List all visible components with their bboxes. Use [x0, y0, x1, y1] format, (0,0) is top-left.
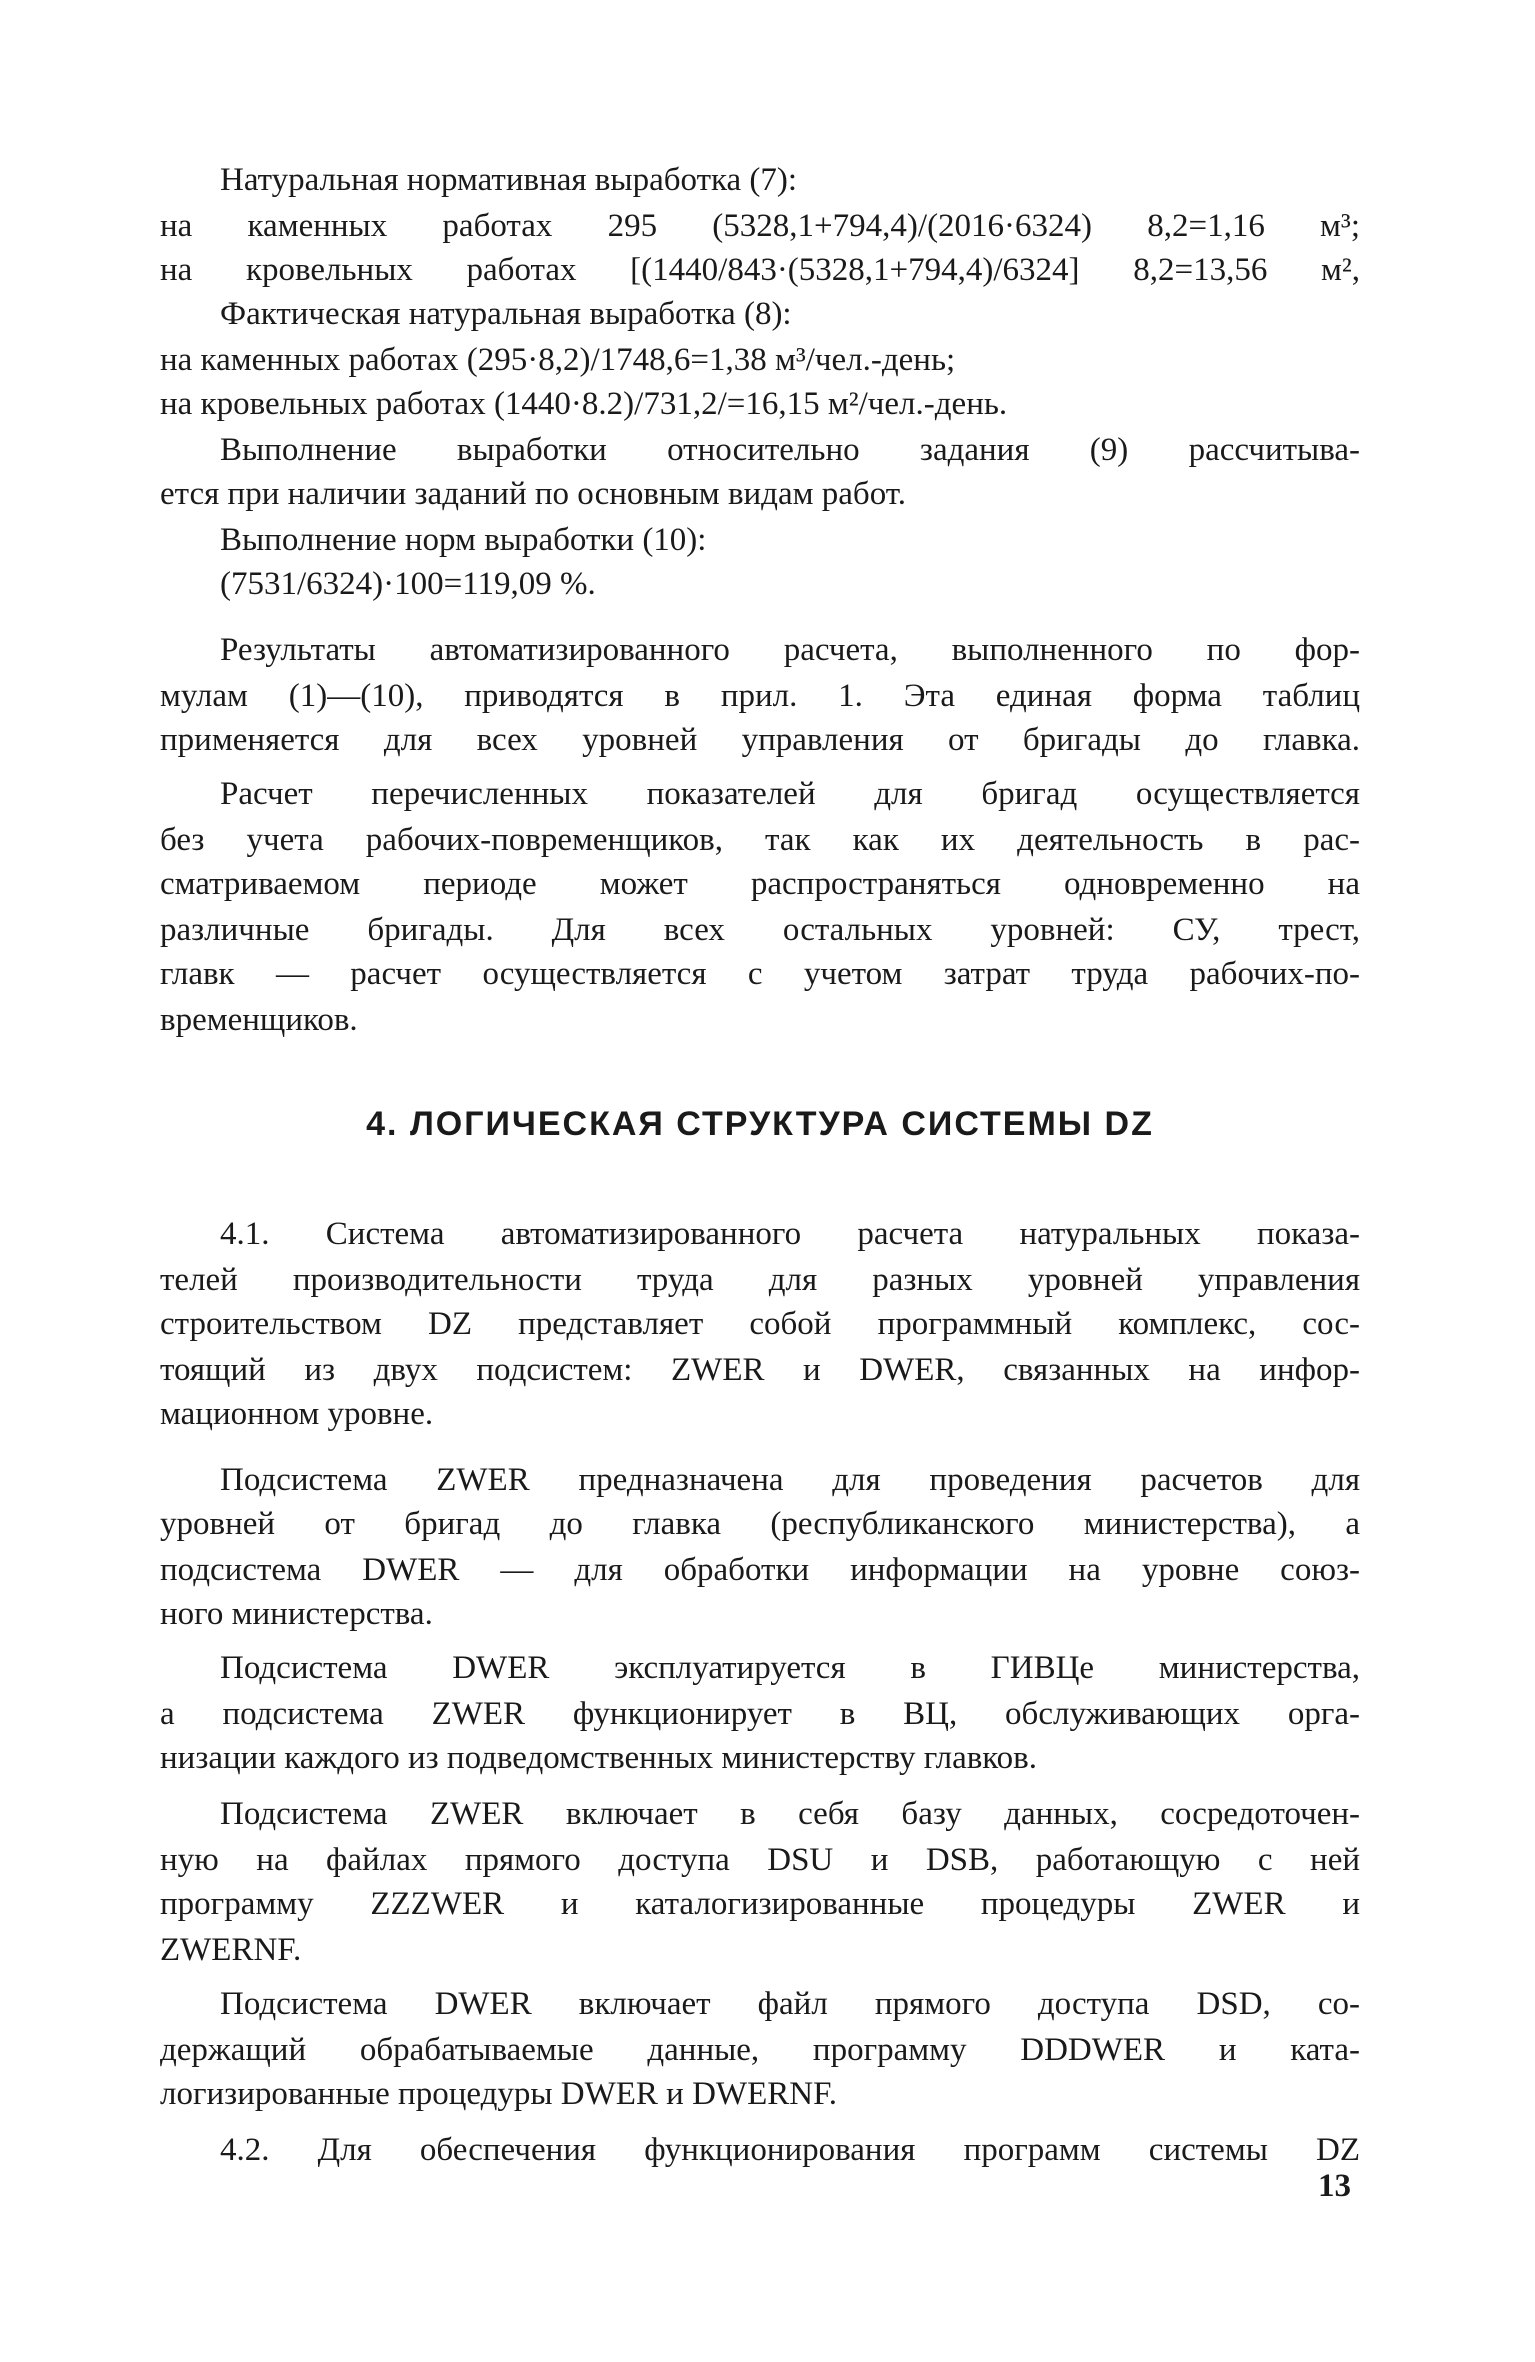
text-line: мулам (1)—(10), приводятся в прил. 1. Эта единая форма таблиц [160, 678, 1360, 714]
text-line: временщиков. [160, 1002, 358, 1038]
text-line: Подсистема ZWER включает в себя базу данных, сосредоточен- [220, 1796, 1360, 1832]
text-line: программу ZZZWER и каталогизированные процедуры ZWER и [160, 1886, 1360, 1922]
text-line: применяется для всех уровней управления от бригады до главка. [160, 722, 1360, 758]
page-number: 13 [1318, 2168, 1351, 2204]
text-line: Фактическая натуральная выработка (8): [220, 296, 792, 332]
text-line: строительством DZ представляет собой программный комплекс, сос- [160, 1306, 1360, 1342]
text-line: ного министерства. [160, 1596, 433, 1632]
section-heading: 4. ЛОГИЧЕСКАЯ СТРУКТУРА СИСТЕМЫ DZ [366, 1105, 1154, 1143]
text-line: (7531/6324)·100=119,09 %. [220, 566, 596, 602]
text-line: на кровельных работах [(1440/843·(5328,1+794,4)/6324] 8,2=13,56 м², [160, 252, 1360, 288]
text-line: а подсистема ZWER функционирует в ВЦ, обслуживающих орга- [160, 1696, 1360, 1732]
text-line: сматриваемом периоде может распространяться одновременно на [160, 866, 1360, 902]
text-line: подсистема DWER — для обработки информации на уровне союз- [160, 1552, 1360, 1588]
text-line: Подсистема DWER эксплуатируется в ГИВЦе министерства, [220, 1650, 1360, 1686]
text-line: Выполнение норм выработки (10): [220, 522, 707, 558]
text-line: тоящий из двух подсистем: ZWER и DWER, связанных на инфор- [160, 1352, 1360, 1388]
text-line: ную на файлах прямого доступа DSU и DSB, работающую с ней [160, 1842, 1360, 1878]
text-line: ется при наличии заданий по основным видам работ. [160, 476, 906, 512]
text-line: на каменных работах (295·8,2)/1748,6=1,38 м³/чел.-день; [160, 342, 956, 378]
text-line: телей производительности труда для разных уровней управления [160, 1262, 1360, 1298]
text-line: низации каждого из подведомственных министерству главков. [160, 1740, 1037, 1776]
text-line: на каменных работах 295 (5328,1+794,4)/(2016·6324) 8,2=1,16 м³; [160, 208, 1360, 244]
text-line: держащий обрабатываемые данные, программу DDDWER и ката- [160, 2032, 1360, 2068]
text-line: Результаты автоматизированного расчета, выполненного по фор- [220, 632, 1360, 668]
text-line: главк — расчет осуществляется с учетом затрат труда рабочих-по- [160, 956, 1360, 992]
text-line: ZWERNF. [160, 1932, 302, 1968]
text-line: Расчет перечисленных показателей для бригад осуществляется [220, 776, 1360, 812]
text-line: уровней от бригад до главка (республиканского министерства), а [160, 1506, 1360, 1542]
text-line: мационном уровне. [160, 1396, 434, 1432]
text-line: 4.2. Для обеспечения функционирования программ системы DZ [220, 2132, 1360, 2168]
text-line: Подсистема DWER включает файл прямого доступа DSD, со- [220, 1986, 1360, 2022]
text-line: логизированные процедуры DWER и DWERNF. [160, 2076, 838, 2112]
text-line: Натуральная нормативная выработка (7): [220, 162, 798, 198]
text-line: без учета рабочих-повременщиков, так как их деятельность в рас- [160, 822, 1360, 858]
text-line: на кровельных работах (1440·8.2)/731,2/=16,15 м²/чел.-день. [160, 386, 1008, 422]
text-line: 4.1. Система автоматизированного расчета натуральных показа- [220, 1216, 1360, 1252]
text-line: Подсистема ZWER предназначена для проведения расчетов для [220, 1462, 1360, 1498]
text-line: различные бригады. Для всех остальных уровней: СУ, трест, [160, 912, 1360, 948]
text-line: Выполнение выработки относительно задания (9) рассчитыва- [220, 432, 1360, 468]
